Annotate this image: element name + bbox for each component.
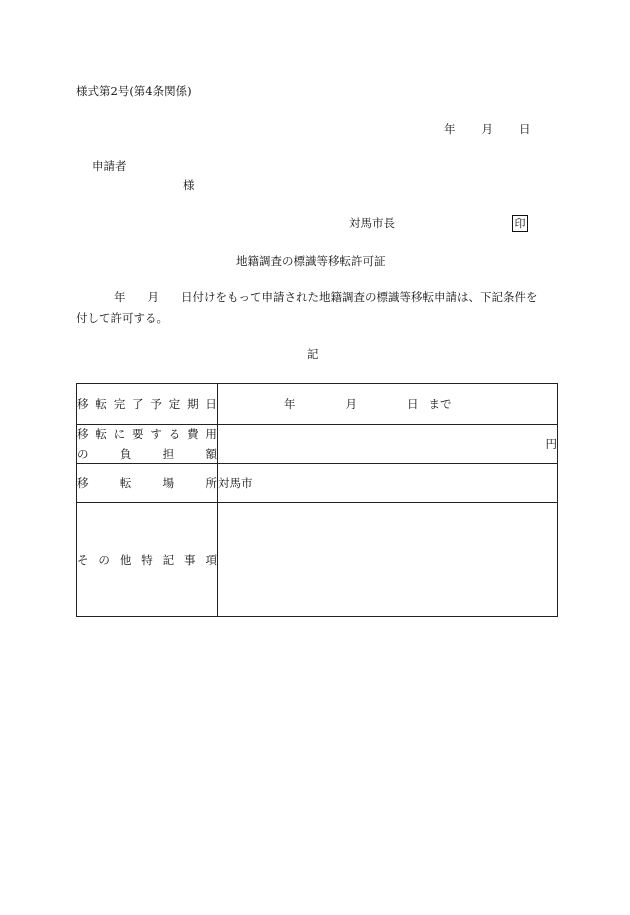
table-row-deadline: [77, 384, 558, 425]
label-char: 転: [119, 476, 132, 490]
body-month: 月: [147, 290, 159, 304]
body-year: 年: [114, 290, 126, 304]
label-char: 項: [205, 552, 217, 567]
label-char: 所: [205, 476, 217, 490]
table-row-notes: [77, 503, 558, 617]
date-day: 日: [519, 122, 531, 136]
label-char: 転: [95, 427, 107, 441]
value-cost[interactable]: [218, 425, 558, 464]
value-notes[interactable]: [218, 503, 558, 617]
value-place[interactable]: [218, 464, 558, 503]
label-char: す: [150, 427, 162, 441]
label-char: 他: [119, 552, 132, 567]
label-char: 日: [205, 397, 217, 411]
form-number: 様式第2号(第4条関係): [76, 84, 192, 98]
label-place: [77, 464, 218, 503]
label-char: 転: [95, 397, 107, 411]
label-char: 費: [187, 427, 199, 441]
place-city: 対馬市: [218, 476, 253, 490]
label-char: 移: [77, 427, 89, 441]
label-char: 移: [77, 397, 89, 411]
label-char: 予: [150, 397, 162, 411]
label-char: 事: [184, 552, 196, 567]
date-year: 年: [444, 122, 456, 136]
date-month: 月: [481, 122, 493, 136]
label-char: 了: [132, 397, 144, 411]
table-row-place: [77, 464, 558, 503]
deadline-day: 日: [407, 397, 419, 411]
label-char: 要: [132, 427, 144, 441]
label-cost: [77, 425, 218, 464]
deadline-until: まで: [428, 397, 452, 411]
label-char: 期: [187, 397, 199, 411]
document-title: 地籍調査の標識等移転許可証: [236, 254, 386, 268]
label-char: 額: [205, 447, 217, 461]
body-text-line1: [114, 292, 538, 304]
label-char: 担: [162, 447, 175, 461]
label-deadline: [77, 384, 218, 425]
label-notes: [77, 503, 218, 617]
cost-yen: 円: [545, 437, 557, 451]
value-deadline[interactable]: [218, 384, 558, 425]
applicant-honorific: 様: [183, 178, 195, 192]
deadline-month: 月: [345, 397, 357, 411]
body-text-line2: 付して許可する。: [76, 311, 168, 325]
label-char: 負: [119, 447, 132, 461]
issue-date: [444, 124, 531, 136]
seal-stamp: 印: [512, 215, 528, 232]
label-char: 記: [162, 552, 175, 567]
label-char: る: [168, 427, 181, 441]
label-char: の: [98, 552, 110, 567]
conditions-table: [76, 383, 558, 617]
label-char: の: [77, 447, 89, 461]
ki-heading: 記: [307, 347, 319, 361]
label-char: 用: [205, 427, 217, 441]
label-char: 移: [77, 476, 89, 490]
deadline-year: 年: [284, 397, 296, 411]
label-char: に: [113, 427, 126, 441]
table-row-cost: [77, 425, 558, 464]
applicant-label: 申請者: [92, 159, 127, 173]
label-char: 定: [168, 397, 181, 411]
issuer-title: 対馬市長: [349, 216, 395, 230]
label-char: 場: [162, 476, 175, 490]
label-char: そ: [77, 552, 89, 567]
body-rest: 日付けをもって申請された地籍調査の標識等移転申請は、下記条件を: [181, 290, 538, 304]
label-char: 特: [141, 552, 153, 567]
label-char: 完: [113, 397, 126, 411]
